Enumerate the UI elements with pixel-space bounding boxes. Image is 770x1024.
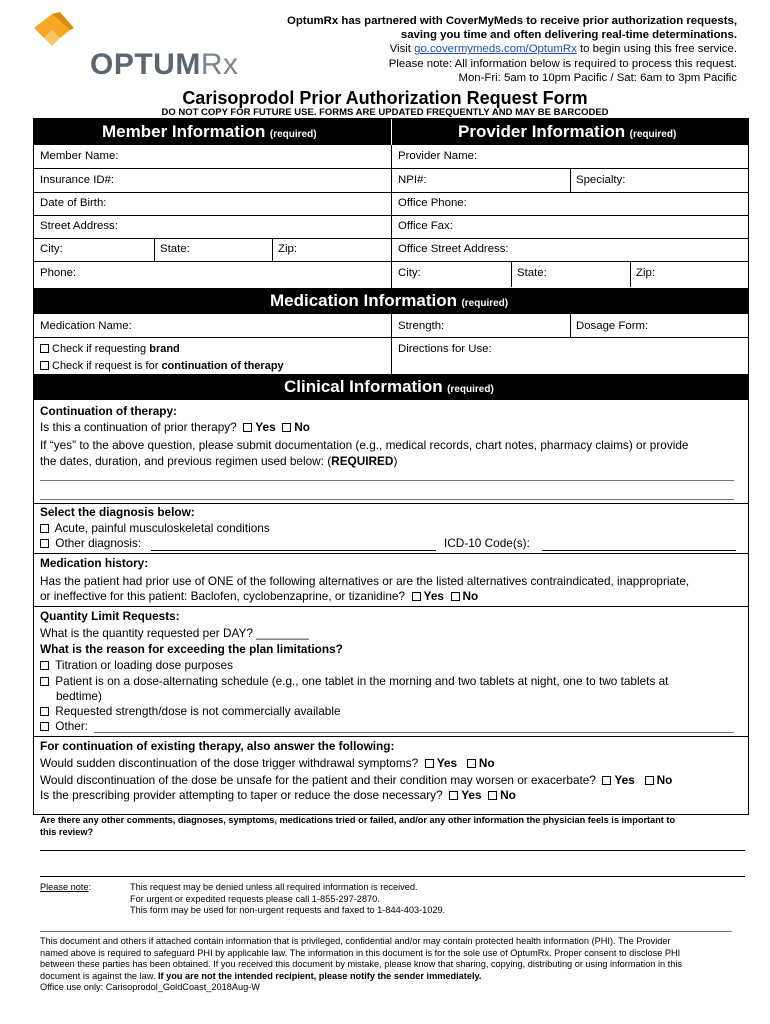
provider-city-field[interactable]: City: — [398, 267, 421, 279]
withdrawal-no-checkbox[interactable] — [467, 759, 476, 768]
header-line5: Mon-Fri: 5am to 10pm Pacific / Sat: 6am to 3pm Pacific — [458, 71, 737, 84]
unsafe-no-checkbox[interactable] — [645, 776, 654, 785]
continuation-doc-line2: the dates, duration, and previous regimen used below: (REQUIRED) — [40, 454, 398, 468]
office-fax-field[interactable]: Office Fax: — [398, 220, 453, 232]
medication-history-title: Medication history: — [40, 556, 149, 570]
continuation-answer-line1[interactable] — [40, 480, 734, 481]
withdrawal-question: Would sudden discontinuation of the dose trigger withdrawal symptoms? Yes No — [40, 756, 495, 770]
member-street-field[interactable]: Street Address: — [40, 220, 118, 232]
provider-zip-field[interactable]: Zip: — [636, 267, 655, 279]
medication-history-line1: Has the patient had prior use of ONE of the following alternatives or are the listed alternatives contraindicated, inappropriate, — [40, 574, 690, 588]
privacy-footer: This document and others if attached contain information that is privileged, confidential and/or may contain protected health information (PHI). The Provider named above is required to safeguard PHI by applicable law. The information in this document is for the sole use of OptumRx. Proper consent to disclose PHI between these parties has been obtained. If you received this document by mistake, please know that sharing, copying, distributing or using information in this document is against the law. If you are not the intended recipient, please notify the sender immediately. Office use only: Carisoprodol_GoldCoast_2018Aug-W — [40, 936, 752, 994]
member-phone-field[interactable]: Phone: — [40, 267, 77, 279]
header-line2: saving you time and often delivering real-time determinations. — [400, 29, 737, 42]
diagnosis-title: Select the diagnosis below: — [40, 505, 195, 519]
continuation-checkbox[interactable] — [40, 361, 49, 370]
clinical-information-bar: Clinical Information (required) — [34, 374, 748, 400]
strength-checkbox[interactable] — [40, 707, 49, 716]
reason-alternating-row[interactable]: Patient is on a dose-alternating schedule (e.g., one tablet in the morning and two tablets at night, one to two tablets at — [40, 674, 668, 689]
member-state-field[interactable]: State: — [160, 243, 190, 255]
reason-other-checkbox[interactable] — [40, 722, 49, 731]
header-note — [267, 14, 737, 85]
office-use-label: Office use only: Carisoprodol_GoldCoast_2018Aug-W — [40, 982, 260, 992]
brand-checkbox-row[interactable]: Check if requesting brand — [34, 339, 186, 359]
icd10-line[interactable] — [542, 550, 736, 551]
withdrawal-yes-checkbox[interactable] — [425, 759, 434, 768]
acute-checkbox[interactable] — [40, 524, 49, 533]
date-of-birth-field[interactable]: Date of Birth: — [40, 197, 107, 209]
member-zip-field[interactable]: Zip: — [278, 243, 297, 255]
medication-information-bar: Medication Information (required) — [34, 288, 748, 314]
member-city-field[interactable]: City: — [40, 243, 63, 255]
medication-name-field[interactable]: Medication Name: — [40, 320, 132, 332]
dosage-form-field[interactable]: Dosage Form: — [576, 320, 649, 332]
continuation-doc-line1: If “yes” to the above question, please submit documentation (e.g., medical records, chart notes, pharmacy claims) or provide — [40, 438, 689, 452]
directions-field[interactable]: Directions for Use: — [398, 343, 492, 355]
comments-question: Are there any other comments, diagnoses, symptoms, medications tried or failed, and/or any other information the physician feels is important to this review? — [40, 815, 676, 837]
strength-field[interactable]: Strength: — [398, 320, 445, 332]
comments-line1[interactable] — [40, 850, 745, 851]
taper-no-checkbox[interactable] — [488, 791, 497, 800]
header-line4: Please note: All information below is required to process this request. — [388, 57, 737, 70]
reason-titration-row[interactable]: Titration or loading dose purposes — [40, 658, 233, 673]
medhist-yes-checkbox[interactable] — [412, 592, 421, 601]
cont-no-checkbox[interactable] — [282, 423, 291, 432]
brand-checkbox[interactable] — [40, 344, 49, 353]
cont-yes-checkbox[interactable] — [243, 423, 252, 432]
office-street-field[interactable]: Office Street Address: — [398, 243, 509, 255]
specialty-field[interactable]: Specialty: — [576, 174, 626, 186]
other-dx-checkbox[interactable] — [40, 539, 49, 548]
note-divider — [40, 931, 732, 932]
diagnosis-acute-row[interactable]: Acute, painful musculoskeletal conditions — [40, 521, 270, 536]
titration-checkbox[interactable] — [40, 661, 49, 670]
please-note-text: This request may be denied unless all required information is received. For urgent or expedited requests please call 1-855-297-2870. This form may be used for non-urgent requests and faxed to 1-844-403-1029. — [130, 882, 446, 915]
header-line1: OptumRx has partnered with CoverMyMeds to receive prior authorization requests, — [286, 15, 737, 27]
taper-yes-checkbox[interactable] — [449, 791, 458, 800]
continuation-checkbox-row[interactable]: Check if request is for continuation of therapy — [34, 356, 290, 376]
continuation-question: Is this a continuation of prior therapy? Yes No — [40, 420, 310, 434]
comments-line2[interactable] — [40, 876, 745, 877]
reason-alternating-cont: bedtime) — [56, 689, 102, 703]
medication-history-line2: or ineffective for this patient: Baclofen, cyclobenzaprine, or tizanidine? Yes No — [40, 589, 479, 603]
taper-question: Is the prescribing provider attempting to taper or reduce the dose necessary? Yes No — [40, 788, 516, 802]
reason-other-line[interactable] — [94, 732, 734, 733]
header-line3: Visit go.covermymeds.com/OptumRx to begin using this free service. — [389, 43, 737, 56]
please-note-label: Please note: — [40, 882, 92, 892]
member-name-field[interactable]: Member Name: — [40, 150, 119, 162]
office-phone-field[interactable]: Office Phone: — [398, 197, 467, 209]
existing-therapy-title: For continuation of existing therapy, also answer the following: — [40, 739, 395, 753]
do-not-copy-notice: DO NOT COPY FOR FUTURE USE. FORMS ARE UPDATED FREQUENTLY AND MAY BE BARCODED — [161, 107, 609, 118]
quantity-question[interactable]: What is the quantity requested per DAY? ________ — [40, 626, 309, 640]
unsafe-question: Would discontinuation of the dose be unsafe for the patient and their condition may worsen or exacerbate? Yes No — [40, 773, 673, 787]
insurance-id-field[interactable]: Insurance ID#: — [40, 174, 115, 186]
diagnosis-other-row[interactable]: Other diagnosis: — [40, 536, 141, 551]
form-title: Carisoprodol Prior Authorization Request Form — [182, 88, 588, 108]
logo-wordmark: OPTUMRx — [90, 48, 239, 81]
reason-other-row[interactable]: Other: — [40, 719, 88, 734]
provider-name-field[interactable]: Provider Name: — [398, 150, 478, 162]
unsafe-yes-checkbox[interactable] — [602, 776, 611, 785]
other-diagnosis-line[interactable] — [151, 550, 436, 551]
provider-information-bar: Provider Information (required) — [392, 119, 749, 145]
quantity-limit-title: Quantity Limit Requests: — [40, 609, 180, 623]
reason-title: What is the reason for exceeding the plan limitations? — [40, 642, 343, 656]
form-frame — [33, 118, 749, 815]
alternating-checkbox[interactable] — [40, 677, 49, 686]
reason-strength-row[interactable]: Requested strength/dose is not commercially available — [40, 704, 341, 719]
medhist-no-checkbox[interactable] — [451, 592, 460, 601]
npi-field[interactable]: NPI#: — [398, 174, 427, 186]
continuation-answer-line2[interactable] — [40, 499, 734, 500]
provider-state-field[interactable]: State: — [517, 267, 547, 279]
member-information-bar: Member Information (required) — [34, 119, 391, 145]
covermymeds-link[interactable]: go.covermymeds.com/OptumRx — [414, 43, 577, 56]
optumrx-logo — [30, 10, 239, 81]
continuation-title: Continuation of therapy: — [40, 404, 177, 418]
icd10-label: ICD-10 Code(s): — [444, 536, 530, 550]
